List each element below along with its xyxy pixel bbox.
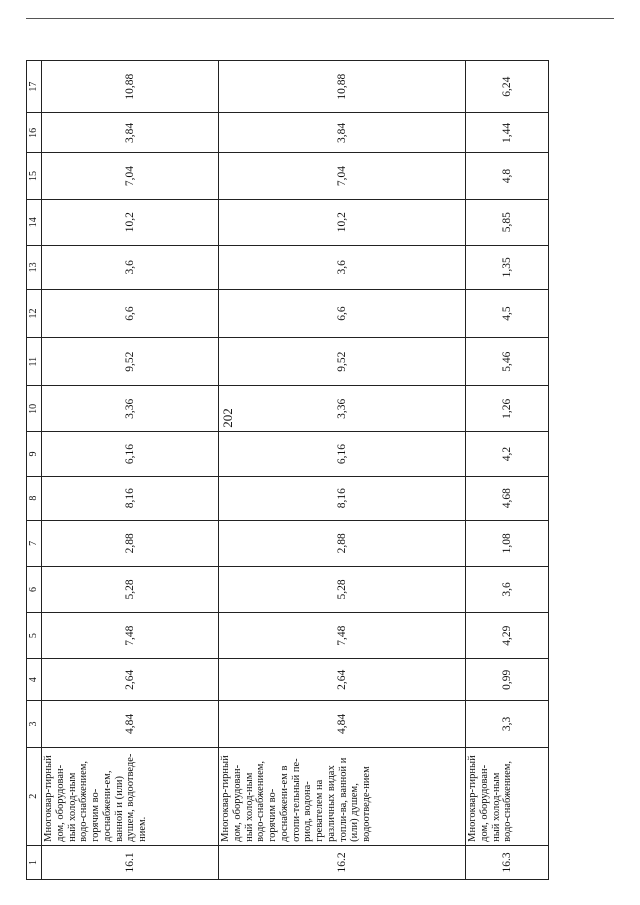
value-cell: 9,52 bbox=[219, 338, 466, 386]
table-row bbox=[219, 61, 466, 880]
value-cell: 2,64 bbox=[42, 659, 219, 701]
header-cell: 13 bbox=[27, 245, 42, 289]
value-cell: 10,2 bbox=[42, 199, 219, 245]
header-cell: 4 bbox=[27, 659, 42, 701]
header-cell: 9 bbox=[27, 432, 42, 476]
row-description-cell: Многоквар-тирный дом, оборудован-ный холод-ным водо-снабжением, bbox=[466, 747, 549, 845]
value-cell: 6,6 bbox=[42, 289, 219, 337]
table-row bbox=[42, 61, 219, 880]
header-cell: 3 bbox=[27, 701, 42, 747]
value-cell: 7,04 bbox=[42, 153, 219, 199]
value-cell: 2,88 bbox=[42, 520, 219, 566]
row-id-cell: 16.3 bbox=[466, 845, 549, 879]
tariff-table bbox=[26, 60, 549, 880]
header-cell: 11 bbox=[27, 338, 42, 386]
header-cell: 1 bbox=[27, 845, 42, 879]
page-number: 202 bbox=[220, 408, 235, 428]
header-cell: 17 bbox=[27, 61, 42, 113]
header-cell: 8 bbox=[27, 476, 42, 520]
header-row bbox=[27, 61, 42, 880]
top-border-line bbox=[26, 18, 614, 19]
header-cell: 5 bbox=[27, 613, 42, 659]
value-cell: 8,16 bbox=[219, 476, 466, 520]
value-cell: 7,04 bbox=[219, 153, 466, 199]
value-cell: 1,44 bbox=[466, 113, 549, 153]
value-cell: 10,88 bbox=[219, 61, 466, 113]
row-id-cell: 16.1 bbox=[42, 845, 219, 879]
value-cell: 4,8 bbox=[466, 153, 549, 199]
value-cell: 4,68 bbox=[466, 476, 549, 520]
value-cell: 8,16 bbox=[42, 476, 219, 520]
header-cell: 16 bbox=[27, 113, 42, 153]
value-cell: 3,3 bbox=[466, 701, 549, 747]
value-cell: 1,26 bbox=[466, 386, 549, 432]
header-cell: 15 bbox=[27, 153, 42, 199]
header-cell: 14 bbox=[27, 199, 42, 245]
value-cell: 4,29 bbox=[466, 613, 549, 659]
value-cell: 5,28 bbox=[42, 566, 219, 612]
value-cell: 2,88 bbox=[219, 520, 466, 566]
row-id-cell: 16.2 bbox=[219, 845, 466, 879]
value-cell: 0,99 bbox=[466, 659, 549, 701]
value-cell: 6,16 bbox=[42, 432, 219, 476]
value-cell: 9,52 bbox=[42, 338, 219, 386]
value-cell: 6,16 bbox=[219, 432, 466, 476]
header-cell: 7 bbox=[27, 520, 42, 566]
value-cell: 3,36 bbox=[42, 386, 219, 432]
header-cell: 2 bbox=[27, 747, 42, 845]
header-cell: 6 bbox=[27, 566, 42, 612]
table-row bbox=[466, 61, 549, 880]
value-cell: 10,88 bbox=[42, 61, 219, 113]
value-cell: 5,46 bbox=[466, 338, 549, 386]
value-cell: 7,48 bbox=[219, 613, 466, 659]
value-cell: 5,85 bbox=[466, 199, 549, 245]
value-cell: 5,28 bbox=[219, 566, 466, 612]
value-cell: 2,64 bbox=[219, 659, 466, 701]
value-cell: 4,5 bbox=[466, 289, 549, 337]
value-cell: 4,84 bbox=[219, 701, 466, 747]
header-cell: 10 bbox=[27, 386, 42, 432]
value-cell: 6,6 bbox=[219, 289, 466, 337]
value-cell: 10,2 bbox=[219, 199, 466, 245]
value-cell: 1,35 bbox=[466, 245, 549, 289]
row-description-cell: Многоквар-тирный дом, оборудован-ный холод-ным водо-снабжением, горячим во-доснабжени-ем, ванной и (или) душем, водоотведе-нием. bbox=[42, 747, 219, 845]
value-cell: 3,6 bbox=[219, 245, 466, 289]
value-cell: 6,24 bbox=[466, 61, 549, 113]
value-cell: 3,84 bbox=[219, 113, 466, 153]
value-cell: 3,36 bbox=[219, 386, 466, 432]
row-description-cell: Многоквар-тирный дом, оборудован-ный холод-ным водо-снабжением, горячим во-доснабжени-ем в отопи-тельный пе-риод, водона-гревателем на различных видах топли-ва, ванной и (или) душем, водоотведе-нием bbox=[219, 747, 466, 845]
rotated-table-container bbox=[26, 60, 540, 880]
value-cell: 3,6 bbox=[42, 245, 219, 289]
value-cell: 4,2 bbox=[466, 432, 549, 476]
value-cell: 7,48 bbox=[42, 613, 219, 659]
value-cell: 1,08 bbox=[466, 520, 549, 566]
value-cell: 3,84 bbox=[42, 113, 219, 153]
value-cell: 3,6 bbox=[466, 566, 549, 612]
value-cell: 4,84 bbox=[42, 701, 219, 747]
header-cell: 12 bbox=[27, 289, 42, 337]
